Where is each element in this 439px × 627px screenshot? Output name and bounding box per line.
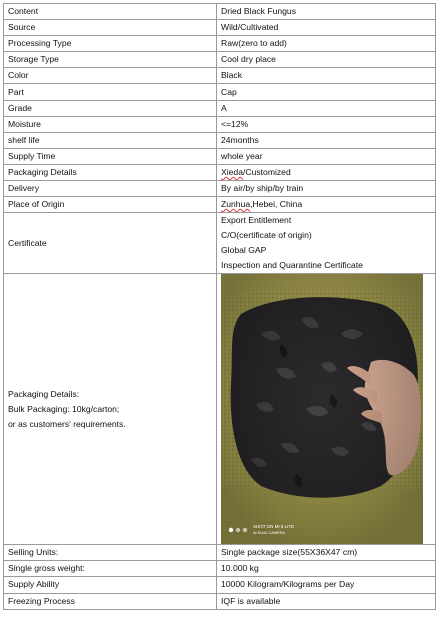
certificate-item: C/O(certificate of origin)	[221, 230, 312, 241]
row-value: whole year	[217, 148, 436, 164]
row-label: Color	[4, 68, 217, 84]
product-photo-cell	[217, 274, 436, 545]
table-row	[4, 68, 436, 84]
row-label: Moisture	[4, 116, 217, 132]
row-value: Cool dry place	[217, 52, 436, 68]
carousel-dot	[236, 528, 240, 532]
table-row	[4, 20, 436, 36]
certificate-item: Export Entitlement	[221, 215, 292, 226]
product-spec-table	[3, 3, 436, 610]
table-row	[4, 545, 436, 561]
table-row	[4, 561, 436, 577]
row-value: Dried Black Fungus	[217, 4, 436, 20]
certificate-item: Global GAP	[221, 245, 267, 256]
row-label: Freezing Process	[4, 593, 217, 609]
row-label: Place of Origin	[4, 197, 217, 213]
row-value-rest: /Customized	[242, 166, 291, 177]
certificate-label: Certificate	[4, 213, 217, 274]
table-row	[4, 164, 436, 180]
carousel-dot	[243, 528, 247, 532]
table-row	[4, 577, 436, 593]
table-row	[4, 593, 436, 609]
table-row	[4, 132, 436, 148]
row-value-rest: ,Hebei, China	[250, 199, 303, 210]
row-label: Packaging Details	[4, 164, 217, 180]
camera-watermark-sub: AI DUAL CAMERA	[253, 531, 285, 536]
packaging-row	[4, 274, 436, 545]
row-label: Single gross weight:	[4, 561, 217, 577]
row-value: By air/by ship/by train	[217, 181, 436, 197]
row-label: Storage Type	[4, 52, 217, 68]
row-value: Single package size(55X36X47 cm)	[217, 545, 436, 561]
row-label: Supply Time	[4, 148, 217, 164]
row-value: IQF is available	[217, 593, 436, 609]
table-row	[4, 116, 436, 132]
row-label: Processing Type	[4, 36, 217, 52]
table-row	[4, 52, 436, 68]
row-value: 10.000 kg	[217, 561, 436, 577]
packaging-line: or as customers' requirements.	[8, 418, 126, 429]
table-row	[4, 148, 436, 164]
spell-marked-text: Zunhua	[221, 199, 251, 210]
row-value: Raw(zero to add)	[217, 36, 436, 52]
packaging-line: Bulk Packaging: 10kg/carton;	[8, 403, 120, 414]
row-value: <=12%	[217, 116, 436, 132]
row-label: shelf life	[4, 132, 217, 148]
dried-fungus-photo	[221, 274, 423, 544]
row-value: Wild/Cultivated	[217, 20, 436, 36]
row-label: Delivery	[4, 181, 217, 197]
row-value: Cap	[217, 84, 436, 100]
table-row	[4, 36, 436, 52]
row-value: 10000 Kilogram/Kilograms per Day	[217, 577, 436, 593]
row-label: Selling Units:	[4, 545, 217, 561]
camera-watermark: SHOT ON MI 8 LITE	[253, 524, 295, 530]
row-label: Grade	[4, 100, 217, 116]
row-value: Black	[217, 68, 436, 84]
packaging-details	[4, 274, 217, 545]
carousel-dot	[229, 528, 233, 532]
certificate-row	[4, 213, 436, 274]
row-value	[217, 164, 436, 180]
row-label: Part	[4, 84, 217, 100]
row-value: 24months	[217, 132, 436, 148]
row-value	[217, 197, 436, 213]
table-row	[4, 4, 436, 20]
row-label: Content	[4, 4, 217, 20]
packaging-line: Packaging Details:	[8, 388, 80, 399]
table-row	[4, 197, 436, 213]
row-value: A	[217, 100, 436, 116]
table-row	[4, 84, 436, 100]
table-row	[4, 100, 436, 116]
spell-marked-text: Xieda	[221, 166, 243, 177]
row-label: Source	[4, 20, 217, 36]
row-label: Supply Ability	[4, 577, 217, 593]
table-row	[4, 181, 436, 197]
certificate-list	[217, 213, 436, 274]
certificate-item: Inspection and Quarantine Certificate	[221, 260, 363, 271]
